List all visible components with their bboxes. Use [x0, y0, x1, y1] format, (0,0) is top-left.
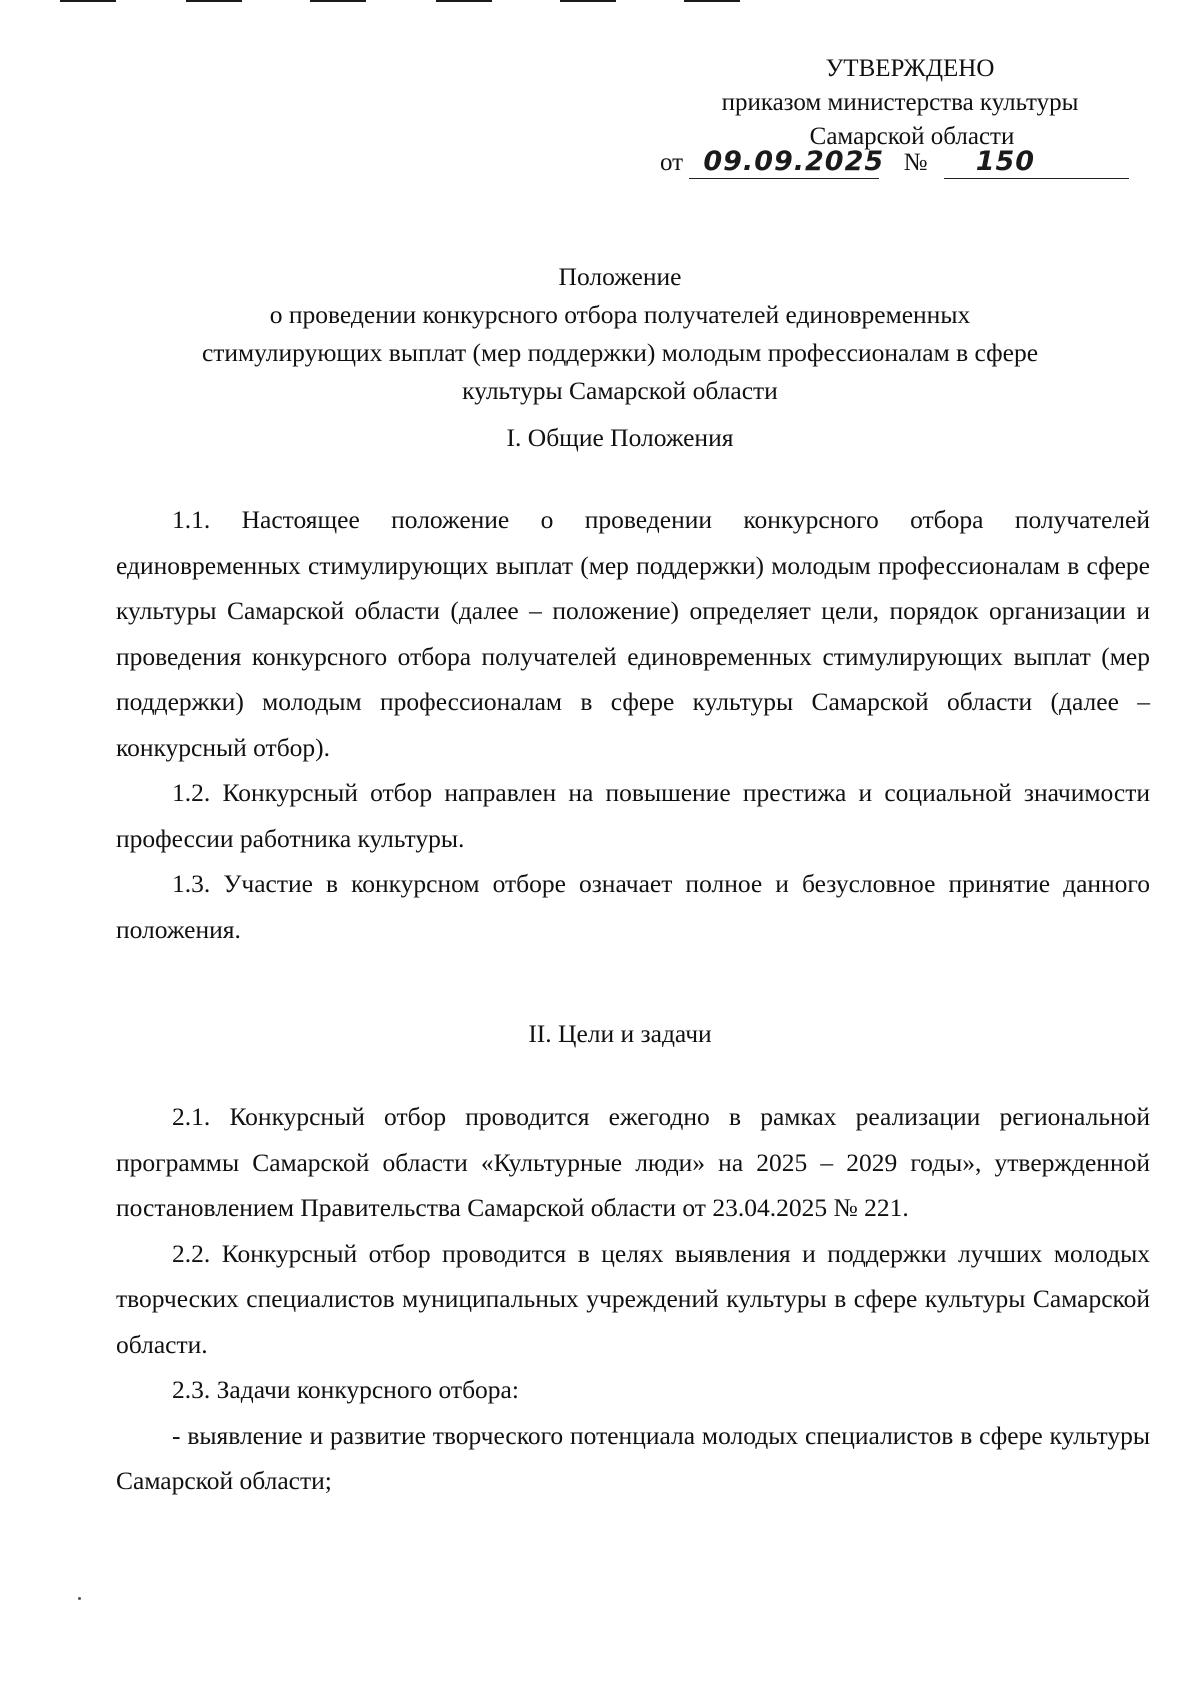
- handwritten-number: 150: [944, 145, 1129, 179]
- scan-mark: [186, 0, 242, 2]
- paragraph: 2.3. Задачи конкурсного отбора:: [172, 1375, 519, 1404]
- scan-mark: [684, 0, 740, 2]
- paragraph: 1.1. Настоящее положение о проведении конкурсного отбора получателей единовременных стимулирующих выплат (мер поддержки) молодым профессионалам в сфере культуры Самарской области (далее – положение) определяет цели, порядок организации и проведения конкурсного отбора получателей единовременных стимулирующих выплат (мер поддержки) молодым профессионалам в сфере культуры Самарской области (далее – конкурсный отбор).: [116, 505, 1150, 762]
- paragraph: 1.3. Участие в конкурсном отборе означает полное и безусловное принятие данного положения.: [116, 869, 1150, 944]
- handwritten-date: 09.09.2025: [689, 145, 879, 179]
- date-prefix: от: [660, 149, 684, 176]
- title-line: Положение: [558, 262, 682, 291]
- paragraph: 2.2. Конкурсный отбор проводится в целях выявления и поддержки лучших молодых творческих специалистов муниципальных учреждений культуры в сфере культуры Самарской области.: [116, 1238, 1150, 1359]
- approval-issuer-line1: приказом министерства культуры: [721, 89, 1079, 116]
- scan-mark: [60, 0, 116, 2]
- section-2-body: [116, 1094, 1150, 1504]
- scan-speck: [78, 1597, 81, 1600]
- document-title: [120, 258, 1120, 410]
- title-line: о проведении конкурсного отбора получателей единовременных: [269, 300, 971, 329]
- paragraph: 1.2. Конкурсный отбор направлен на повышение престижа и социальной значимости профессии работника культуры.: [116, 778, 1150, 853]
- approval-issuer-line2: Самарской области: [809, 123, 1015, 150]
- number-prefix: №: [903, 149, 928, 176]
- section-heading: I. Общие Положения: [506, 423, 734, 452]
- section-heading: II. Цели и задачи: [528, 1019, 712, 1048]
- title-line: стимулирующих выплат (мер поддержки) молодым профессионалам в сфере: [201, 338, 1039, 367]
- approval-status: УТВЕРЖДЕНО: [825, 55, 995, 82]
- title-line: культуры Самарской области: [462, 376, 778, 405]
- scan-mark: [436, 0, 492, 2]
- approval-block: [640, 52, 1160, 154]
- paragraph: 2.1. Конкурсный отбор проводится ежегодно в рамках реализации региональной программы Самарской области «Культурные люди» на 2025 – 2029 годы», утвержденной постановлением Правительства Самарской области от 23.04.2025 № 221.: [116, 1102, 1150, 1222]
- scan-mark: [560, 0, 616, 2]
- section-1-body: [116, 497, 1150, 952]
- list-item: - выявление и развитие творческого потенциала молодых специалистов в сфере культуры Самарской области;: [116, 1420, 1150, 1495]
- scan-mark: [310, 0, 366, 2]
- approval-date-line: [660, 145, 1129, 179]
